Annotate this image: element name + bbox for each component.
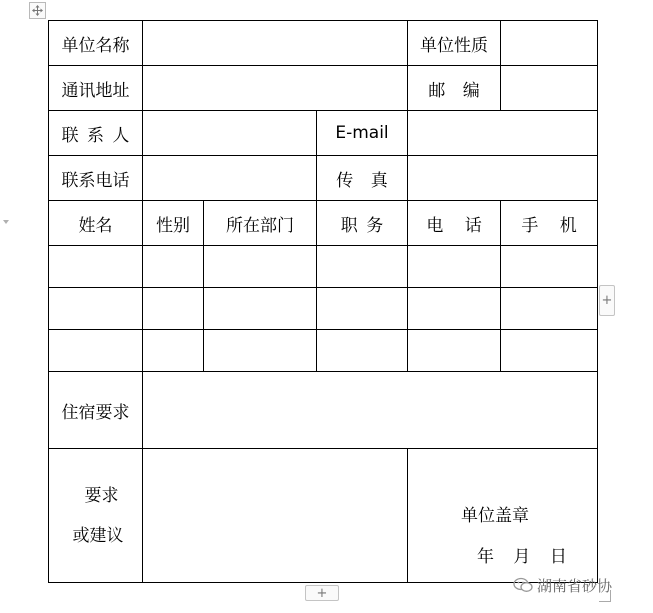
seal-cell[interactable] <box>408 449 598 583</box>
watermark-text: 湖南省砂协 <box>537 576 613 595</box>
table-cell[interactable] <box>49 288 143 330</box>
header-mobile: 手 机 <box>501 201 598 246</box>
table-cell[interactable] <box>408 288 501 330</box>
header-position: 职 务 <box>317 201 408 246</box>
table-cell[interactable] <box>204 246 317 288</box>
table-cell[interactable] <box>143 246 204 288</box>
table-cell[interactable] <box>49 330 143 372</box>
suggestion-value[interactable] <box>143 449 408 583</box>
move-icon <box>32 5 43 16</box>
fax-value[interactable] <box>408 156 598 201</box>
postcode-value[interactable] <box>501 66 598 111</box>
suggestion-label-line1: 要求 <box>84 485 119 506</box>
table-row <box>49 156 598 201</box>
address-label: 通讯地址 <box>49 66 143 111</box>
email-label: E-mail <box>317 111 408 156</box>
table-header-row <box>49 201 598 246</box>
table-row <box>49 288 598 330</box>
table-row <box>49 449 598 583</box>
postcode-label: 邮 编 <box>408 66 501 111</box>
add-row-button[interactable]: + <box>305 585 339 601</box>
table-cell[interactable] <box>408 330 501 372</box>
row-marker-icon <box>3 220 9 224</box>
table-row <box>49 66 598 111</box>
header-telephone: 电 话 <box>408 201 501 246</box>
wechat-icon <box>513 577 533 593</box>
accommodation-value[interactable] <box>143 372 598 449</box>
table-cell[interactable] <box>143 288 204 330</box>
suggestion-label <box>49 449 143 583</box>
header-gender: 性别 <box>143 201 204 246</box>
date-label: 年 月 日 <box>477 547 567 567</box>
address-value[interactable] <box>143 66 408 111</box>
table-cell[interactable] <box>317 288 408 330</box>
table-row <box>49 246 598 288</box>
table-row <box>49 372 598 449</box>
table-cell[interactable] <box>408 246 501 288</box>
seal-label: 单位盖章 <box>461 506 530 526</box>
unit-nature-value[interactable] <box>501 21 598 66</box>
phone-value[interactable] <box>143 156 317 201</box>
table-row <box>49 21 598 66</box>
table-cell[interactable] <box>49 246 143 288</box>
phone-label: 联系电话 <box>49 156 143 201</box>
table-cell[interactable] <box>204 288 317 330</box>
add-column-button[interactable]: + <box>599 285 615 316</box>
header-department: 所在部门 <box>204 201 317 246</box>
unit-name-value[interactable] <box>143 21 408 66</box>
email-value[interactable] <box>408 111 598 156</box>
table-cell[interactable] <box>204 330 317 372</box>
contact-value[interactable] <box>143 111 317 156</box>
table-row <box>49 111 598 156</box>
contact-label: 联 系 人 <box>49 111 143 156</box>
registration-form-table <box>48 20 598 583</box>
accommodation-label: 住宿要求 <box>49 372 143 449</box>
fax-label: 传 真 <box>317 156 408 201</box>
table-row <box>49 330 598 372</box>
table-cell[interactable] <box>501 288 598 330</box>
header-name: 姓名 <box>49 201 143 246</box>
table-cell[interactable] <box>501 330 598 372</box>
watermark <box>513 575 612 595</box>
unit-name-label: 单位名称 <box>49 21 143 66</box>
unit-nature-label: 单位性质 <box>408 21 501 66</box>
table-cell[interactable] <box>317 330 408 372</box>
table-cell[interactable] <box>143 330 204 372</box>
table-cell[interactable] <box>317 246 408 288</box>
suggestion-label-line2: 或建议 <box>72 525 124 546</box>
table-cell[interactable] <box>501 246 598 288</box>
table-move-handle[interactable] <box>29 2 46 19</box>
